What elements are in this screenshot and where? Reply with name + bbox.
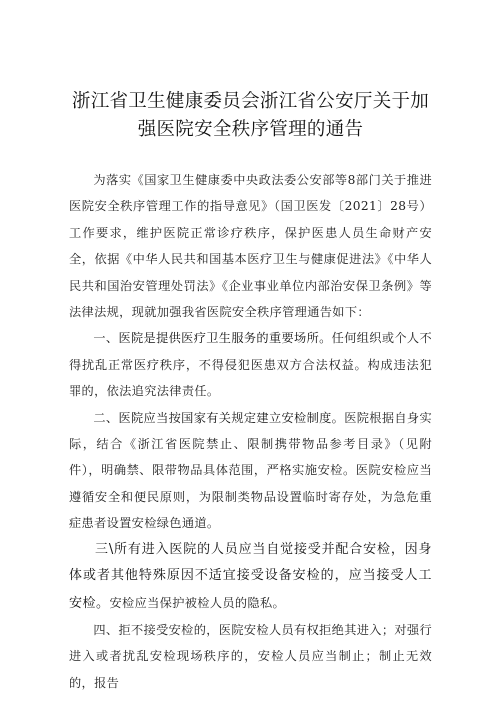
- document-body: [69, 167, 432, 696]
- section-1-paragraph: [69, 325, 432, 404]
- document-title: 浙江省卫生健康委员会浙江省公安厅关于加强医院安全秩序管理的通告: [71, 91, 430, 140]
- intro-paragraph: 为落实《国家卫生健康委中央政法委公安部等8部门关于推进医院安全秩序管理工作的指导意见》（国卫医发〔2021〕28号）工作要求，维护医院正常诊疗秩序，保护医患人员生命财产安全，依据《中华人民共和国基本医疗卫生与健康促进法》《中华人民共和国治安管理处罚法》《企业事业单位内部治安保卫条例》等法律法规，现就加强我省医院安全秩序管理通告如下：: [69, 173, 432, 320]
- section-2-paragraph: [69, 405, 432, 537]
- section-2-heading: 二、医院应当按国家有关规定建立安检制度。: [93, 410, 345, 425]
- section-2-text: 医院根据自身实际，结合《浙江省医院禁止、限制携带物品参考目录》（见附件），明确禁、限带物品具体范围，严格实施安检。医院安检应当遵循安全和便民原则，为限制类物品设置临时寄存处，为急危重症患者设置安检绿色通道。: [69, 410, 433, 531]
- section-4-paragraph: [69, 617, 432, 696]
- section-1-text: 任何组织或个人不得扰乱正常医疗秩序，不得侵犯医患双方合法权益。构成违法犯罪的，依法追究法律责任。: [69, 331, 432, 399]
- section-4-text: 四、拒不接受安检的，医院安检人员有权拒绝其进入；对强行进入或者扰乱安检现场秩序的，安检人员应当制止；制止无效的，报告: [69, 622, 432, 690]
- section-3-text: 安检应当保护被检人员的隐私。: [109, 595, 286, 610]
- section-3-paragraph: [69, 537, 432, 617]
- section-3-heading: 三\所有进入医院的人员应当自觉接受并配合安检，因身体或者其他特殊原因不适宜接受设备安检的，应当接受人工安检。: [69, 541, 432, 611]
- section-1-heading: 一、医院是提供医疗卫生服务的重要场所。: [93, 331, 332, 346]
